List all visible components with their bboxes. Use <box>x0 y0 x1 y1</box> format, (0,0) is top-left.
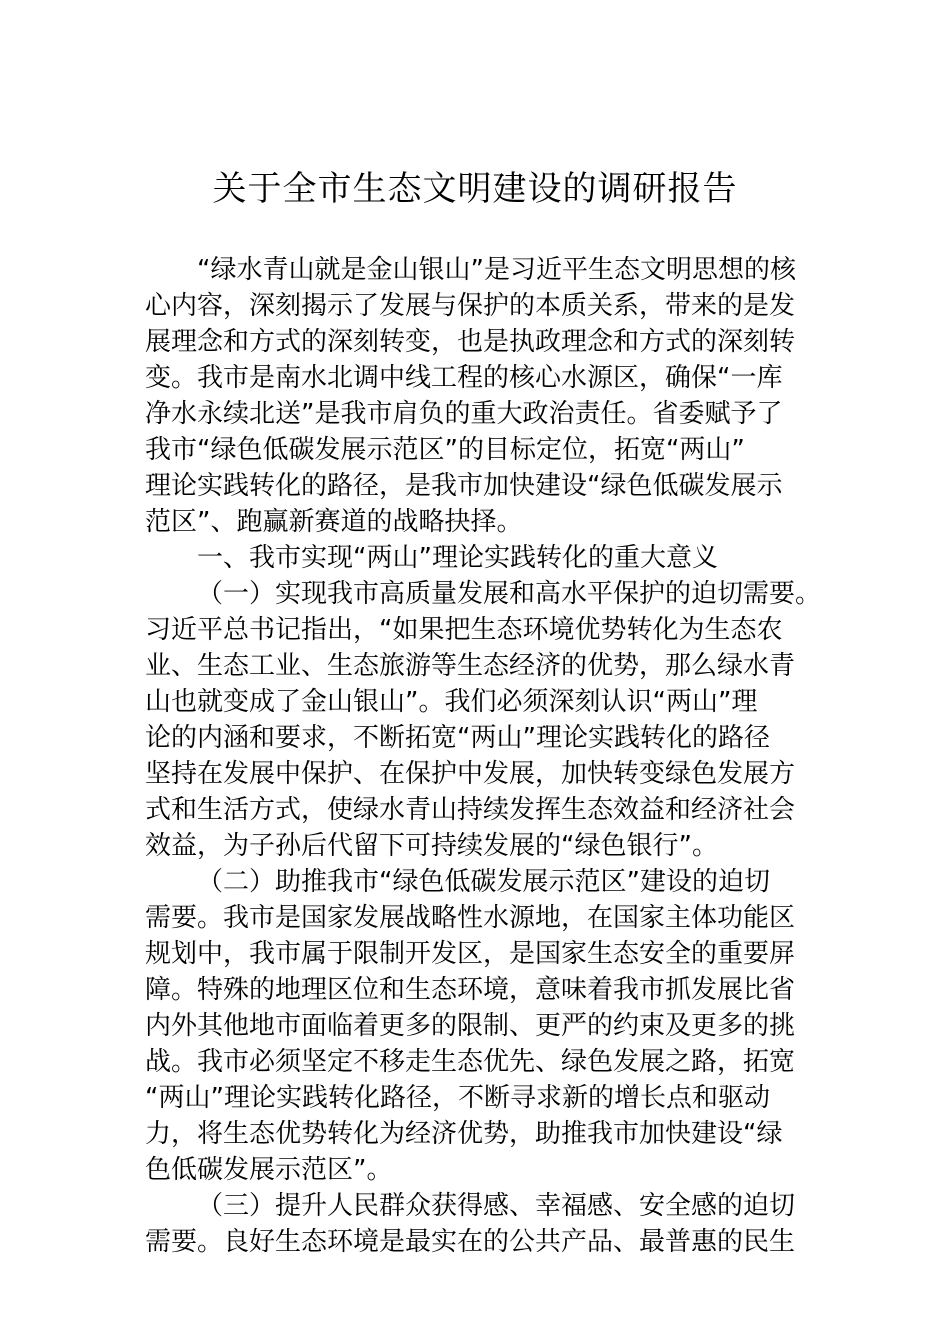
subsection-heading: （一）实现我市高质量发展和高水平保护的迫切需要。 <box>197 579 822 609</box>
text-line: 坚持在发展中保护、在保护中发展，加快转变绿色发展方 <box>145 759 796 789</box>
text-line: 规划中，我市属于限制开发区，是国家生态安全的重要屏 <box>145 939 796 969</box>
text-line: 理论实践转化的路径，是我市加快建设“绿色低碳发展示 <box>145 471 783 501</box>
document-title: 关于全市生态文明建设的调研报告 <box>212 169 738 209</box>
text-line: 式和生活方式，使绿水青山持续发挥生态效益和经济社会 <box>145 795 796 825</box>
text-line: 变。我市是南水北调中线工程的核心水源区，确保“一库 <box>145 363 783 393</box>
text-line: 净水永续北送”是我市肩负的重大政治责任。省委赋予了 <box>145 399 783 429</box>
text-line: 论的内涵和要求，不断拓宽“两山”理论实践转化的路径 <box>145 723 770 753</box>
text-line: 习近平总书记指出，“如果把生态环境优势转化为生态农 <box>145 615 783 645</box>
text-line: “绿水青山就是金山银山”是习近平生态文明思想的核 <box>197 255 796 285</box>
text-line: 障。特殊的地理区位和生态环境，意味着我市抓发展比省 <box>145 975 796 1005</box>
text-line: 需要。良好生态环境是最实在的公共产品、最普惠的民生 <box>145 1227 796 1257</box>
text-line: 范区”、跑赢新赛道的战略抉择。 <box>145 507 523 537</box>
text-line: 效益，为子孙后代留下可持续发展的“绿色银行”。 <box>145 831 718 861</box>
subsection-heading: （二）助推我市“绿色低碳发展示范区”建设的迫切 <box>197 867 770 897</box>
subsection-heading: （三）提升人民群众获得感、幸福感、安全感的迫切 <box>197 1191 796 1221</box>
text-line: “两山”理论实践转化路径，不断寻求新的增长点和驱动 <box>145 1083 770 1113</box>
text-line: 我市“绿色低碳发展示范区”的目标定位，拓宽“两山” <box>145 435 745 465</box>
text-line: 战。我市必须坚定不移走生态优先、绿色发展之路，拓宽 <box>145 1047 796 1077</box>
text-line: 山也就变成了金山银山”。我们必须深刻认识“两山”理 <box>145 687 758 717</box>
text-line: 力，将生态优势转化为经济优势，助推我市加快建设“绿 <box>145 1119 783 1149</box>
text-line: 色低碳发展示范区”。 <box>145 1155 393 1185</box>
section-heading: 一、我市实现“两山”理论实践转化的重大意义 <box>197 543 718 573</box>
text-line: 内外其他地市面临着更多的限制、更严的约束及更多的挑 <box>145 1011 796 1041</box>
text-line: 展理念和方式的深刻转变，也是执政理念和方式的深刻转 <box>145 327 796 357</box>
text-line: 业、生态工业、生态旅游等生态经济的优势，那么绿水青 <box>145 651 796 681</box>
text-line: 心内容，深刻揭示了发展与保护的本质关系，带来的是发 <box>145 291 796 321</box>
text-line: 需要。我市是国家发展战略性水源地，在国家主体功能区 <box>145 903 796 933</box>
